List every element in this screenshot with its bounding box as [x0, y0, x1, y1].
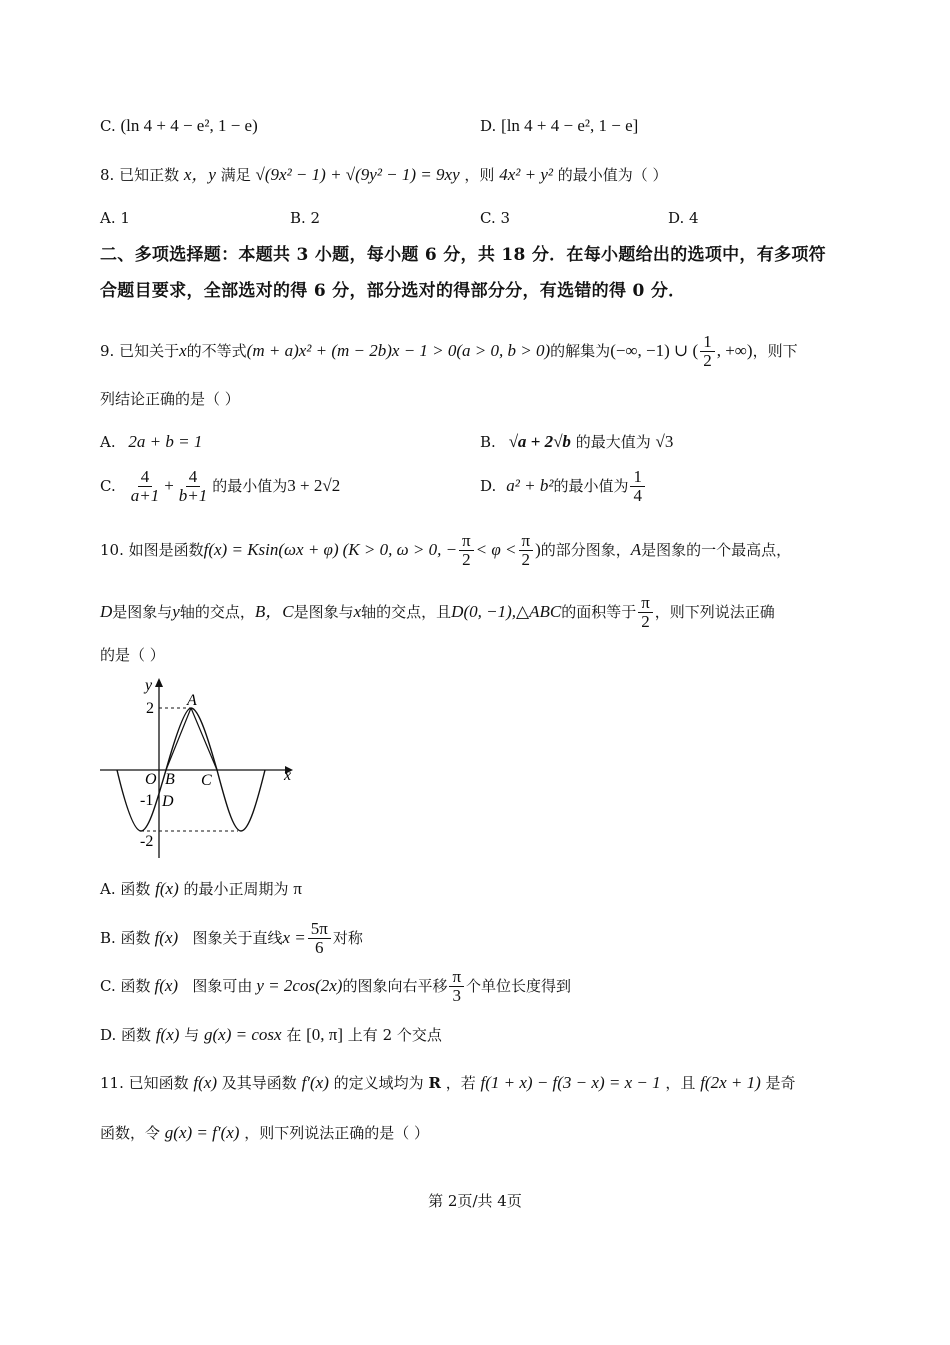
option-text: 的最小值为 [553, 477, 629, 495]
fraction-numerator: 4 [186, 468, 201, 487]
plus-sign: + [164, 476, 174, 495]
fraction-denominator: b+1 [178, 485, 208, 505]
tick-2: 2 [146, 700, 154, 717]
q11-text: ，则下列说法正确的是（ ） [244, 1124, 430, 1142]
q8-text-a: 8. 已知正数 [100, 166, 180, 184]
q10-text: 是图象与 [112, 603, 173, 621]
q8-option-a: A. 1 [100, 209, 130, 227]
fraction-numerator: 5π [308, 920, 331, 939]
option-label: D. [480, 117, 497, 135]
point-d-label: D [162, 793, 174, 810]
option-interval: [0, π] [306, 1025, 344, 1044]
q11-text: 函数，令 [100, 1124, 161, 1142]
q9-text-d: ，则下 [752, 342, 798, 360]
option-func: f(x) [154, 976, 179, 995]
option-func: f(x) [155, 879, 179, 898]
q10-text: 是图象与 [293, 603, 354, 621]
q8-text-c: ，则 [464, 166, 495, 184]
q10-point-d: D [100, 602, 113, 621]
q10-points-bc: B，C [254, 602, 294, 621]
origin-label: O [145, 771, 157, 788]
fraction-numerator: π [638, 594, 653, 613]
option-label: C. 函数 [100, 977, 151, 995]
q10-cond-b: < φ < [475, 540, 517, 559]
q9-fraction [700, 333, 715, 370]
option-value: π [293, 879, 302, 898]
q10-cond-c: ) [535, 540, 541, 559]
q9-set-b: , +∞) [716, 341, 753, 360]
q11-reals: R [428, 1074, 441, 1092]
point-c-label: C [201, 772, 212, 789]
option-math: g(x) = cosx [203, 1025, 282, 1044]
q9-option-d [480, 464, 647, 508]
option-label: B. 函数 [100, 929, 151, 947]
q9-text-b: 的不等式 [186, 342, 247, 360]
q8-stem [100, 163, 668, 187]
option-text: 上有 2 个交点 [347, 1026, 442, 1044]
q9-set-a: (−∞, −1) ∪ ( [610, 341, 699, 360]
point-b-label: B [165, 771, 175, 788]
option-var: x = [282, 928, 306, 947]
fraction-numerator: π [459, 532, 474, 551]
page-footer: 第 2页/共 4页 [428, 1192, 522, 1210]
q11-stem-line2 [100, 1121, 429, 1145]
option-text: 图象可由 [178, 977, 253, 995]
option-text: 的图象向右平移 [342, 977, 448, 995]
q10-text: 轴的交点， [179, 603, 255, 621]
q10-text-a: 10. 如图是函数 [100, 541, 204, 559]
q10-text-d: 是图象的一个最高点， [641, 541, 792, 559]
fraction-denominator: 6 [315, 937, 324, 957]
option-text: 对称 [332, 929, 363, 947]
option-label: C. [100, 477, 116, 495]
q10-d-coord: D(0, −1) [451, 602, 512, 621]
q9-text-a: 9. 已知关于 [100, 342, 180, 360]
q11-text-c: 的定义域均为 [333, 1074, 424, 1092]
q10-triangle: ,△ABC [511, 602, 562, 621]
fraction-denominator: a+1 [130, 485, 160, 505]
q10-option-c [100, 964, 571, 1008]
option-text: 在 [286, 1026, 302, 1044]
section-heading-line1: 二、多项选择题：本题共 3 小题，每小题 6 分，共 18 分．在每小题给出的选项中，有多项符 [100, 245, 826, 265]
option-func: f(x) [154, 928, 179, 947]
q11-g-def: g(x) = f′(x) [164, 1123, 240, 1142]
q11-text-a: 11. 已知函数 [100, 1074, 189, 1092]
q11-text-d: ，若 [445, 1074, 476, 1092]
q10-text: 轴的交点，且 [361, 603, 452, 621]
fraction-numerator: π [449, 968, 464, 987]
fraction-numerator: 1 [700, 333, 715, 352]
q9-text-c: 的解集为 [550, 342, 611, 360]
option-label: D. [480, 477, 497, 495]
point-a-label: A [187, 692, 197, 709]
q10-stem-line2 [100, 590, 775, 634]
q8-text-d: 的最小值为（ ） [557, 166, 668, 184]
q10-x: x [353, 602, 362, 621]
option-label: A. [100, 433, 116, 451]
option-text: 的最小正周期为 [183, 880, 289, 898]
q10-text-b: 的部分图象， [540, 541, 631, 559]
option-text: 的最小值为 [212, 477, 288, 495]
q10-cond-a: (K > 0, ω > 0, − [342, 540, 458, 559]
fraction-numerator: π [519, 532, 534, 551]
fraction-denominator: 2 [521, 549, 531, 569]
q10-y: y [172, 602, 180, 621]
q8-option-b: B. 2 [290, 209, 321, 227]
fraction [176, 468, 210, 505]
q10-option-a [100, 877, 302, 901]
option-math: y = 2cos(2x) [256, 976, 343, 995]
q10-point-a: A [630, 540, 642, 559]
q8-vars: x，y [183, 165, 216, 184]
fraction-denominator: 2 [703, 350, 712, 370]
option-text: 与 [184, 1026, 200, 1044]
fraction-denominator: 4 [633, 485, 642, 505]
q9-var: x [179, 341, 187, 360]
option-value: 3 + 2√2 [287, 476, 341, 495]
q11-f: f(x) [193, 1073, 217, 1092]
fraction-denominator: 2 [641, 611, 650, 631]
q8-text-b: 满足 [220, 166, 251, 184]
q9-stem-line2: 列结论正确的是（ ） [100, 390, 240, 408]
option-text: 的最大值为 [575, 433, 651, 451]
q10-text: ，则下列说法正确 [654, 603, 775, 621]
option-label: A. 函数 [100, 880, 151, 898]
option-text: 个单位长度得到 [466, 977, 572, 995]
q8-option-c: C. 3 [480, 209, 511, 227]
option-label: D. 函数 [100, 1026, 152, 1044]
fraction-numerator: 1 [630, 468, 645, 487]
q10-stem [100, 528, 791, 572]
q9-option-b [480, 430, 673, 454]
option-math: a² + b² [506, 476, 554, 495]
fraction [638, 594, 653, 631]
x-label: x [284, 767, 292, 784]
fraction [449, 968, 464, 1005]
q11-fprime: f′(x) [301, 1073, 329, 1092]
option-math: [ln 4 + 4 − e², 1 − e] [501, 116, 639, 135]
fraction [519, 532, 534, 569]
q7-option-c [100, 114, 258, 138]
q11-text-e: ，且 [665, 1074, 696, 1092]
q11-f2: f(2x + 1) [700, 1073, 761, 1092]
segment-ac [191, 708, 217, 770]
fraction-denominator: 3 [452, 985, 461, 1005]
option-func: f(x) [155, 1025, 180, 1044]
option-math: (ln 4 + 4 − e², 1 − e) [120, 116, 258, 135]
option-math: 2a + b = 1 [128, 432, 203, 451]
option-label: B. [480, 433, 496, 451]
y-label: y [145, 677, 153, 694]
q11-text-b: 及其导函数 [221, 1074, 297, 1092]
q10-option-b [100, 916, 363, 960]
fraction [459, 532, 474, 569]
q8-equation: √(9x² − 1) + √(9y² − 1) = 9xy [255, 165, 460, 184]
q10-stem-line3: 的是（ ） [100, 646, 165, 664]
q9-inequality: (m + a)x² + (m − 2b)x − 1 > 0(a > 0, b > 0) [246, 341, 551, 360]
q10-text: 的面积等于 [561, 603, 637, 621]
segment-ab [166, 708, 191, 770]
y-axis-arrow-icon [155, 678, 163, 687]
q9-option-a [100, 430, 202, 454]
fraction-numerator: 4 [138, 468, 153, 487]
tick-neg1: -1 [140, 792, 154, 809]
q8-expr: 4x² + y² [499, 165, 553, 184]
q8-option-d: D. 4 [668, 209, 699, 227]
fraction [128, 468, 162, 505]
option-value: √3 [655, 432, 674, 451]
sine-graph [95, 672, 305, 862]
q7-option-d [480, 114, 638, 138]
tick-neg2: -2 [140, 833, 154, 850]
fraction [630, 468, 645, 505]
q9-option-c [100, 464, 340, 508]
section-heading-line2: 合题目要求，全部选对的得 6 分，部分选对的得部分分，有选错的得 0 分． [100, 281, 686, 301]
q10-option-d [100, 1023, 442, 1047]
fraction [308, 920, 331, 957]
fraction-denominator: 2 [462, 549, 471, 569]
option-math: √a + 2√b [508, 432, 571, 451]
option-label: C. [100, 117, 116, 135]
q11-equation: f(1 + x) − f(3 − x) = x − 1 [480, 1073, 661, 1092]
option-text: 图象关于直线 [178, 929, 283, 947]
q11-stem [100, 1071, 796, 1095]
q10-func: f(x) = Ksin(ωx + φ) [203, 540, 339, 559]
q11-text-f: 是奇 [765, 1074, 796, 1092]
q9-stem [100, 333, 798, 369]
